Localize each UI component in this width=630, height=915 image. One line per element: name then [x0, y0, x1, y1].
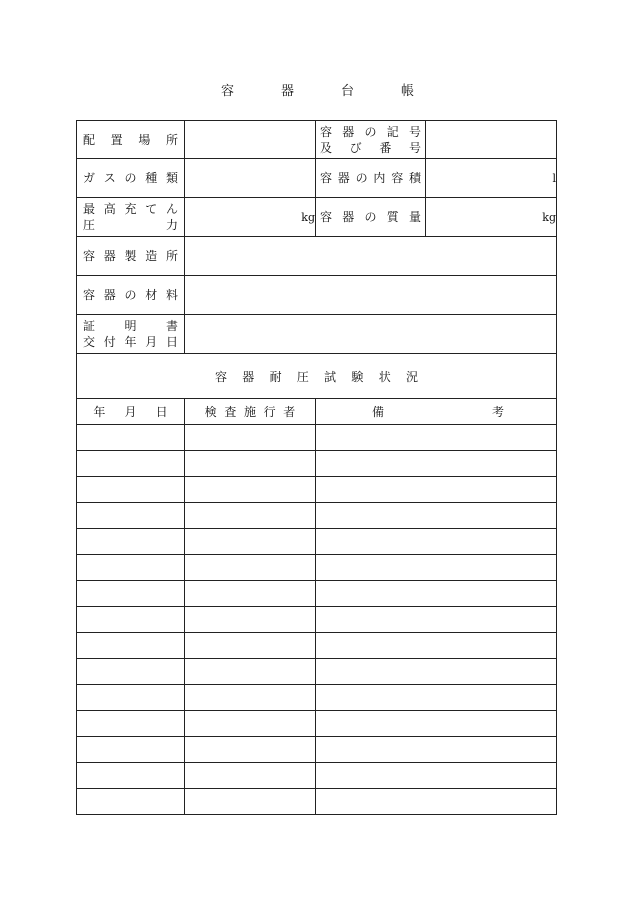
inspector-cell[interactable]	[185, 425, 316, 451]
date-cell[interactable]	[77, 737, 185, 763]
col-inspector-header: 検 査 施 行 者	[185, 399, 316, 425]
row-location	[77, 121, 557, 159]
test-section-title: 容 器 耐 圧 試 験 状 況	[77, 354, 557, 399]
remarks-cell[interactable]	[316, 659, 557, 685]
symbol-number-value-cell[interactable]	[426, 121, 557, 159]
inspector-cell[interactable]	[185, 789, 316, 815]
row-pressure	[77, 198, 557, 237]
remarks-cell[interactable]	[316, 529, 557, 555]
table-row	[77, 477, 557, 503]
table-row	[77, 659, 557, 685]
ledger-table	[76, 120, 557, 399]
table-row	[77, 737, 557, 763]
date-cell[interactable]	[77, 529, 185, 555]
row-certificate	[77, 315, 557, 354]
mass-value-cell[interactable]	[426, 198, 557, 237]
row-maker	[77, 237, 557, 276]
inspector-cell[interactable]	[185, 633, 316, 659]
title-char: 台	[341, 84, 355, 99]
table-row	[77, 685, 557, 711]
certificate-date-label: 証 明 書 交 付 年 月 日	[77, 315, 185, 354]
date-cell[interactable]	[77, 477, 185, 503]
table-row	[77, 711, 557, 737]
date-cell[interactable]	[77, 633, 185, 659]
certificate-date-value-cell[interactable]	[185, 315, 557, 354]
remarks-cell[interactable]	[316, 633, 557, 659]
max-fill-pressure-value-cell[interactable]	[185, 198, 316, 237]
capacity-value-cell[interactable]	[426, 159, 557, 198]
row-material	[77, 276, 557, 315]
test-history-header	[77, 399, 557, 425]
location-label: 配 置 場 所	[77, 121, 185, 159]
date-cell[interactable]	[77, 581, 185, 607]
row-test-section-title	[77, 354, 557, 399]
form-title	[0, 83, 630, 101]
capacity-label: 容 器 の 内 容 積	[316, 159, 426, 198]
table-row	[77, 555, 557, 581]
gas-type-value-cell[interactable]	[185, 159, 316, 198]
inspector-cell[interactable]	[185, 737, 316, 763]
date-cell[interactable]	[77, 503, 185, 529]
date-cell[interactable]	[77, 425, 185, 451]
capacity-unit: l	[552, 171, 556, 185]
table-row	[77, 529, 557, 555]
date-cell[interactable]	[77, 763, 185, 789]
remarks-cell[interactable]	[316, 451, 557, 477]
inspector-cell[interactable]	[185, 581, 316, 607]
row-gas	[77, 159, 557, 198]
inspector-cell[interactable]	[185, 659, 316, 685]
table-row	[77, 789, 557, 815]
location-value-cell[interactable]	[185, 121, 316, 159]
title-char: 器	[281, 84, 295, 99]
inspector-cell[interactable]	[185, 607, 316, 633]
table-row	[77, 581, 557, 607]
pressure-unit: kg	[301, 210, 315, 224]
maker-value-cell[interactable]	[185, 237, 557, 276]
table-row	[77, 607, 557, 633]
material-label: 容 器 の 材 料	[77, 276, 185, 315]
remarks-cell[interactable]	[316, 503, 557, 529]
test-history-body	[77, 425, 557, 815]
inspector-cell[interactable]	[185, 555, 316, 581]
date-cell[interactable]	[77, 607, 185, 633]
inspector-cell[interactable]	[185, 711, 316, 737]
test-history-table	[76, 398, 557, 815]
remarks-cell[interactable]	[316, 607, 557, 633]
symbol-number-label: 容 器 の 記 号 及 び 番 号	[316, 121, 426, 159]
table-row	[77, 763, 557, 789]
gas-type-label: ガ ス の 種 類	[77, 159, 185, 198]
date-cell[interactable]	[77, 685, 185, 711]
col-remarks-header: 備 考	[316, 399, 557, 425]
remarks-cell[interactable]	[316, 555, 557, 581]
date-cell[interactable]	[77, 659, 185, 685]
remarks-cell[interactable]	[316, 789, 557, 815]
material-value-cell[interactable]	[185, 276, 557, 315]
date-cell[interactable]	[77, 555, 185, 581]
mass-unit: kg	[542, 210, 556, 224]
inspector-cell[interactable]	[185, 763, 316, 789]
max-fill-pressure-label: 最 高 充 て ん 圧 力	[77, 198, 185, 237]
remarks-cell[interactable]	[316, 763, 557, 789]
date-cell[interactable]	[77, 789, 185, 815]
remarks-cell[interactable]	[316, 685, 557, 711]
table-row	[77, 425, 557, 451]
inspector-cell[interactable]	[185, 477, 316, 503]
remarks-cell[interactable]	[316, 737, 557, 763]
table-row	[77, 451, 557, 477]
date-cell[interactable]	[77, 451, 185, 477]
table-row	[77, 633, 557, 659]
maker-label: 容 器 製 造 所	[77, 237, 185, 276]
col-date-header: 年 月 日	[77, 399, 185, 425]
inspector-cell[interactable]	[185, 529, 316, 555]
remarks-cell[interactable]	[316, 581, 557, 607]
inspector-cell[interactable]	[185, 451, 316, 477]
title-char: 帳	[401, 84, 415, 99]
mass-label: 容 器 の 質 量	[316, 198, 426, 237]
inspector-cell[interactable]	[185, 503, 316, 529]
inspector-cell[interactable]	[185, 685, 316, 711]
title-char: 容	[221, 84, 235, 99]
date-cell[interactable]	[77, 711, 185, 737]
remarks-cell[interactable]	[316, 477, 557, 503]
table-row	[77, 503, 557, 529]
remarks-cell[interactable]	[316, 425, 557, 451]
remarks-cell[interactable]	[316, 711, 557, 737]
